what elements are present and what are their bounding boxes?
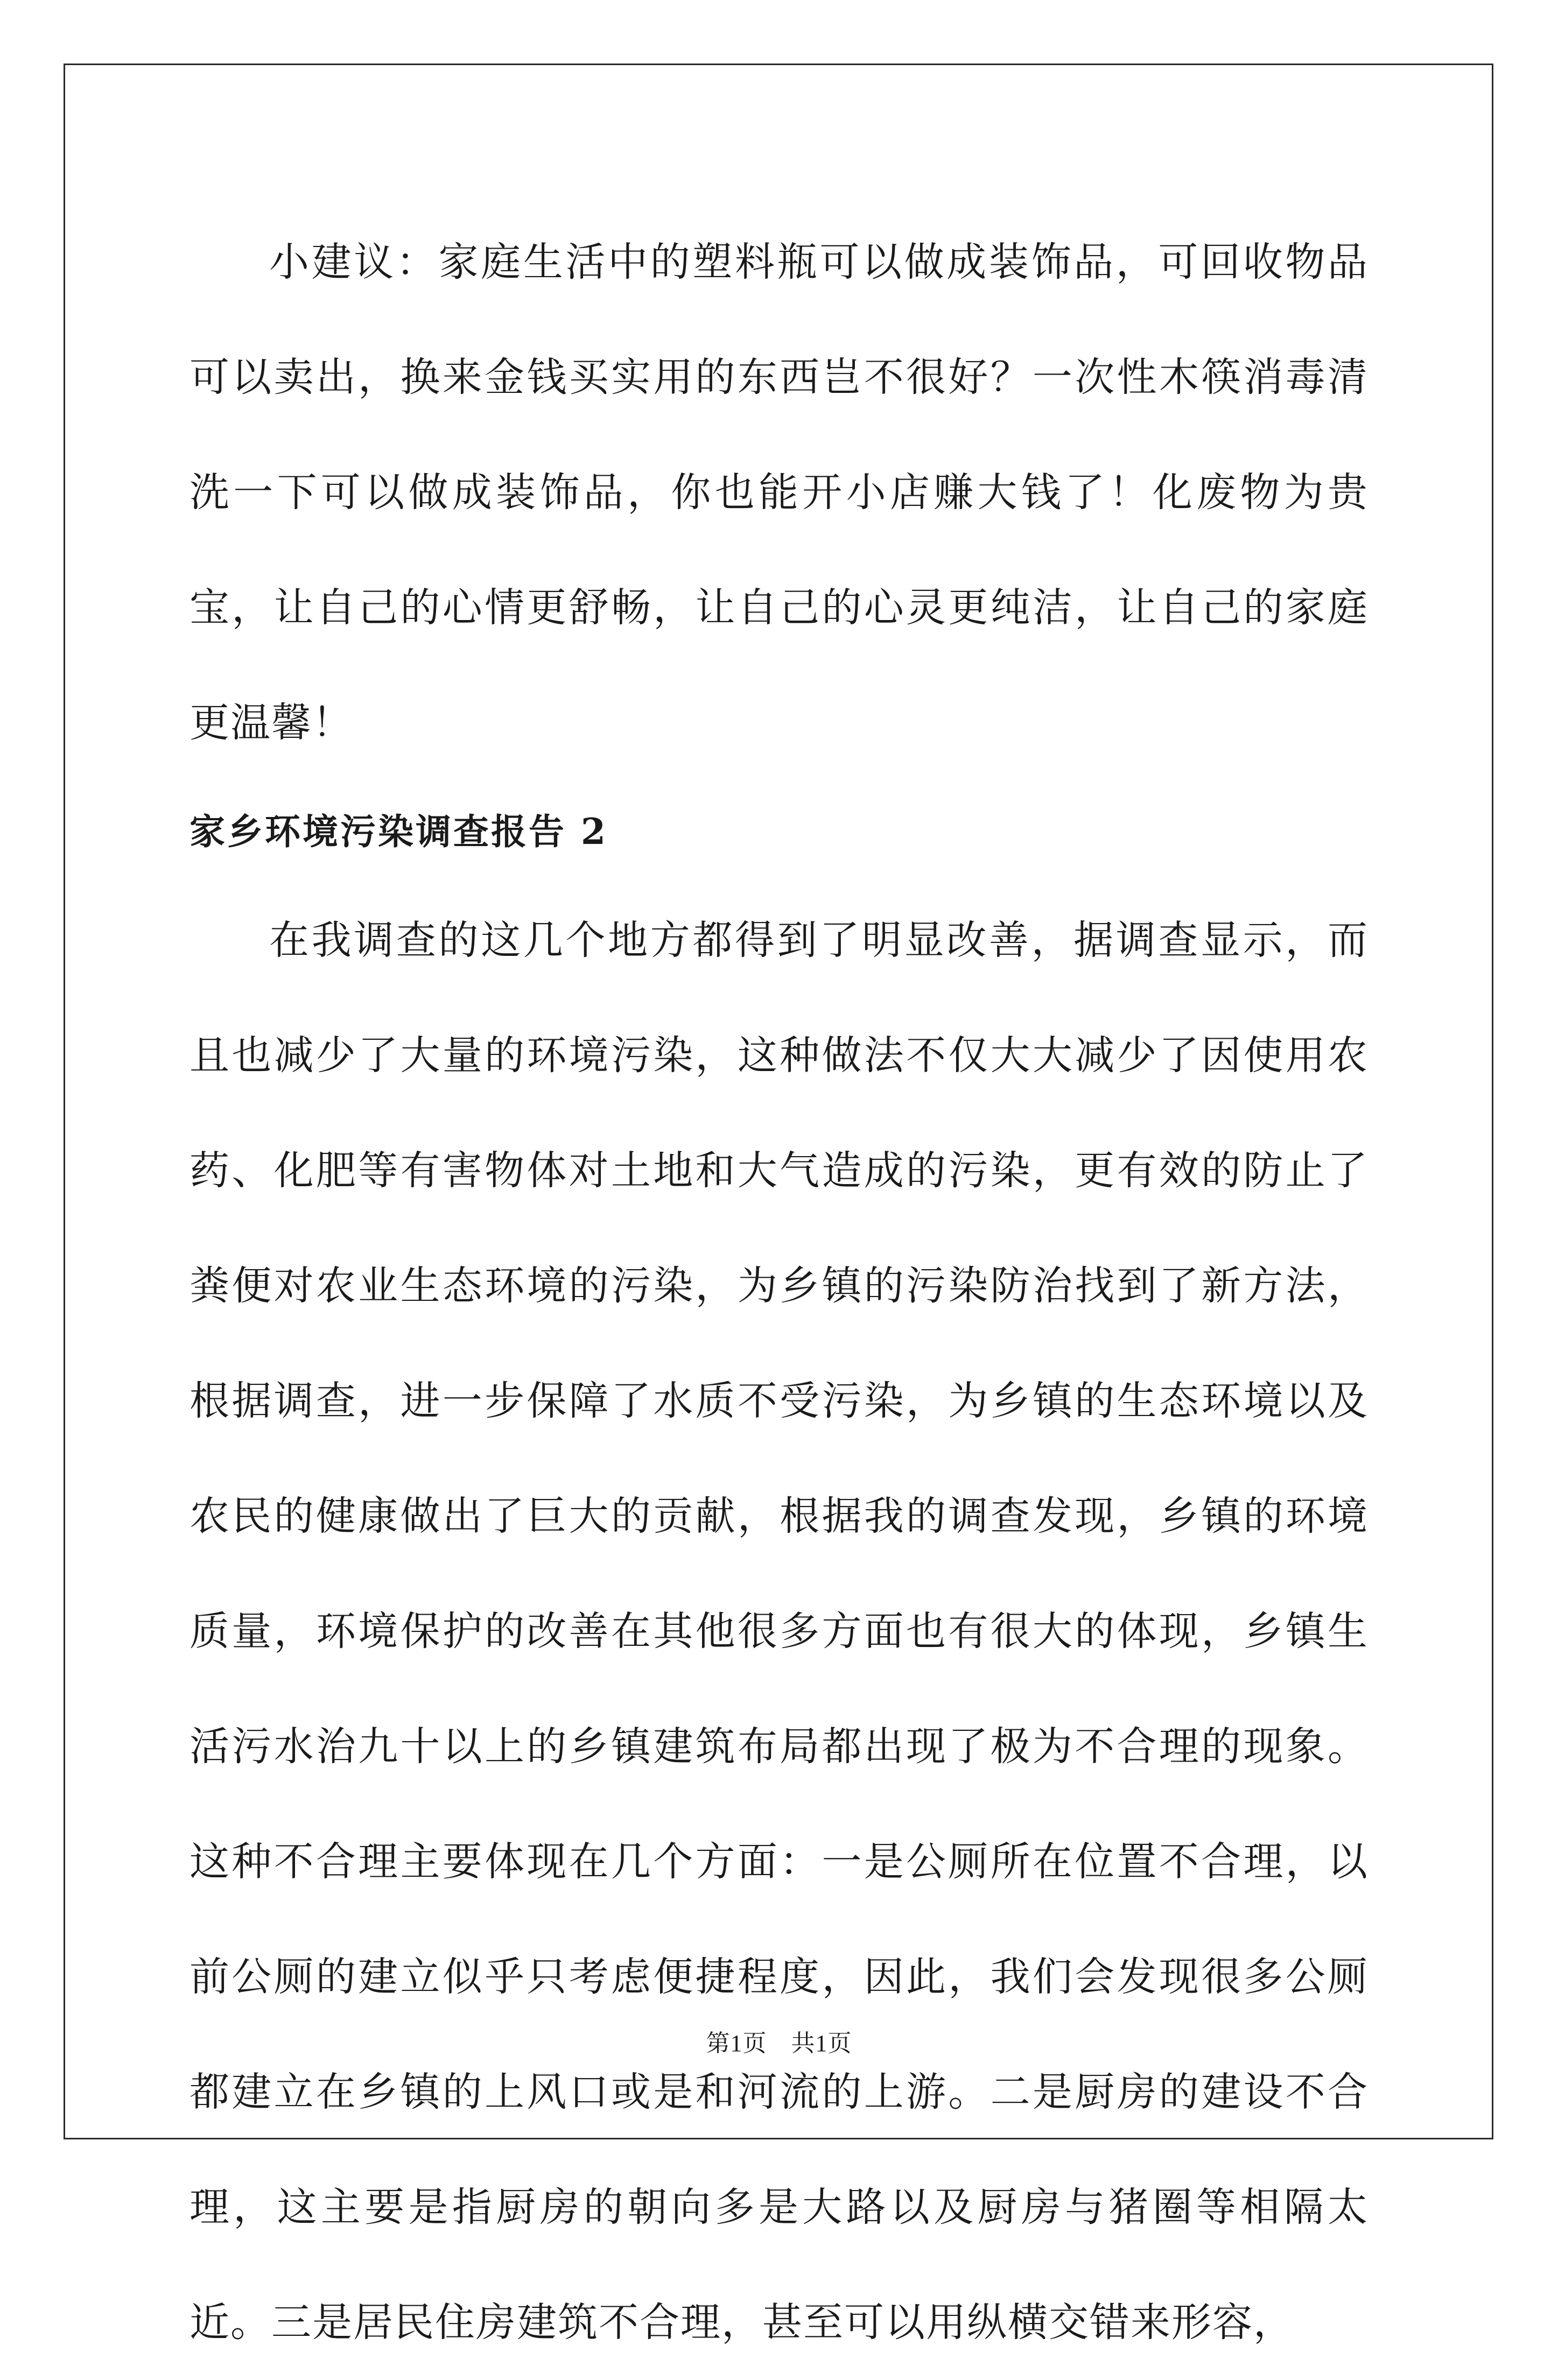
paragraph-survey: 在我调查的这几个地方都得到了明显改善，据调查显示，而且也减少了大量的环境污染，这种做法不仅大大减少了因使用农药、化肥等有害物体对土地和大气造成的污染，更有效的防止了粪便对农业生态环境的污染，为乡镇的污染防治找到了新方法，根据调查，进一步保障了水质不受污染，为乡镇的生态环境以及农民的健康做出了巨大的贡献，根据我的调查发现，乡镇的环境质量，环境保护的改善在其他很多方面也有很大的体现，乡镇生活污水治九十以上的乡镇建筑布局都出现了极为不合理的现象。这种不合理主要体现在几个方面：一是公厕所在位置不合理，以前公厕的建立似乎只考虑便捷程度，因此，我们会发现很多公厕都建立在乡镇的上风口或是和河流的上游。二是厨房的建设不合理，这主要是指厨房的朝向多是大路以及厨房与猪圈等相隔太近。三是居民住房建筑不合理，甚至可以用纵横交错来形容， xyxy=(190,917,1368,2346)
page-footer: 第1页 共1页 xyxy=(706,2030,852,2057)
section-heading: 家乡环境污染调查报告 2 xyxy=(190,811,608,853)
paragraph-suggestion: 小建议：家庭生活中的塑料瓶可以做成装饰品，可回收物品可以卖出，换来金钱买实用的东西岂不很好？一次性木筷消毒清洗一下可以做成装饰品，你也能开小店赚大钱了！化废物为贵宝，让自己的心情更舒畅，让自己的心灵更纯洁，让自己的家庭更温馨！ xyxy=(190,239,1368,746)
